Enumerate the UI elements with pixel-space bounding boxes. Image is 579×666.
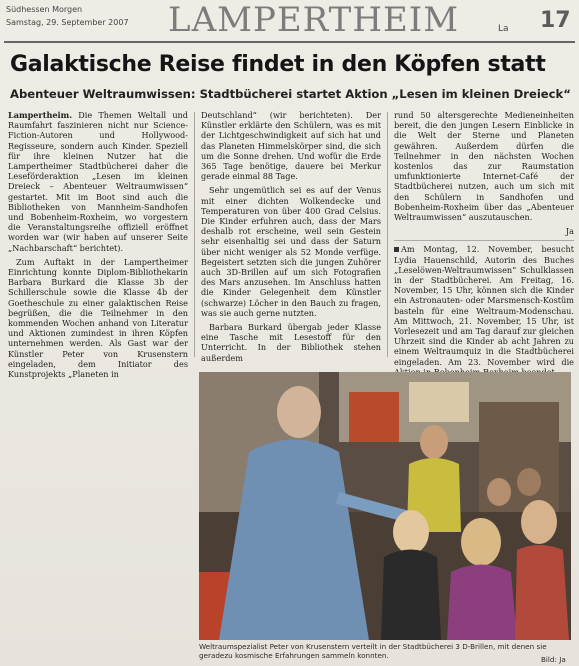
- article-column-1: [8, 110, 188, 383]
- subheadline: Abenteuer Weltraumwissen: Stadtbücherei startet Aktion „Lesen im kleinen Dreieck“: [10, 87, 571, 101]
- paper-name: Südhessen Morgen: [6, 5, 83, 14]
- article-photo: [199, 372, 571, 640]
- photo-credit: Bild: Ja: [541, 655, 566, 664]
- events-box: [394, 240, 574, 377]
- events-text: Am Montag, 12. November, besucht Lydia Hauenschild, Autorin des Buches „Leselöwen-Weltraumwissen“ Schulklassen in der Stadtbücherei. Am Freitag, 16. November, 15 Uhr, können sich die Kinder ein Astronauten- oder Marsmensch-Kostüm basteln für eine Weltraum-Modenschau. Am Mittwoch, 21. November, 15 Uhr, ist Vorlesezeit und am Tag darauf zur gleichen Uhrzeit sind die Kinder ab acht Jahren zu einem Weltraumquiz in die Stadtbücherei eingeladen. Am 23. November wird die: [394, 244, 574, 367]
- masthead-rule: [4, 41, 575, 43]
- paragraph: [8, 110, 188, 253]
- article-column-2: [201, 110, 381, 367]
- page-number: 17: [540, 8, 571, 33]
- masthead: [0, 0, 579, 44]
- article-column-3: [394, 110, 574, 381]
- column-divider: [387, 112, 388, 357]
- paragraph: Sehr ungemütlich sei es auf der Venus mit einer dichten Wolkendecke und Temperaturen von über 400 Grad Celsius. Die Kinder erfuhren auch, dass der Mars deshalb rot erscheine, weil sein Gestein sehr eisenhaltig sei und dass der Saturn über nicht weniger als 52 Monde verfüge. Begeistert setzten sich die jungen Zuhörer auch 3D-Brillen auf um sich Fotografien des Mars anzusehen. Im Anschluss hatten die Kinder Gelegenheit dem Künstler (schwarze) Löcher in den Bauch zu fragen, was sie auch gerne nutzten.: [201, 185, 381, 318]
- paragraph: Zum Auftakt in der Lampertheimer Einrichtung konnte Diplom-Bibliothekarin Barbara Burkard die Klasse 3b der Schillerschule sowie die Klasse 4b der Goetheschule zu einer galaktischen Reise begrüßen, die die Teilnehmer in den kommenden Wochen anhand von Literatur und Aktionen zumindest in ihren Köpfen unternehmen werden. Als Gast war der Künstler Peter von Krusenstern eingeladen, dem Initiator des Kunstprojekts „Planeten in: [8, 256, 188, 380]
- issue-date: Samstag, 29. September 2007: [6, 18, 129, 27]
- photo-caption: Weltraumspezialist Peter von Krusenstern verteilt in der Stadtbücherei 3 D-Brillen, mit denen sie geradezu kosmische Erfahrungen sammeln konnten.: [199, 642, 547, 660]
- bullet-square-icon: [394, 247, 399, 252]
- author-initials: Ja: [565, 226, 574, 237]
- column-divider: [194, 112, 195, 357]
- paragraph: Barbara Burkard übergab jeder Klasse eine Tasche mit Lesestoff für den Unterricht. In der Bibliothek stehen außerdem: [201, 322, 381, 363]
- dateline: Lampertheim.: [8, 110, 73, 120]
- paragraph: Deutschland“ (wir berichteten). Der Künstler erklärte den Schülern, was es mit der Lichtgeschwindigkeit auf sich hat und das Planeten Himmelskörper sind, die sich um die Sonne drehen. Und wofür die Erde 365 Tage benötige, dauere bei Merkur gerade einmal 88 Tage.: [201, 110, 381, 182]
- paragraph-text: Die Themen Weltall und Raumfahrt faszinieren nicht nur Science-Fiction-Autoren und Hollywood-Regisseure, sondern auch Kinder. Speziell für ihre kleinen Nutzer hat die Lampertheimer Stadtbücherei daher die Leseförderaktion „Lesen im kleinen Dreieck – Abenteuer Weltraumwissen“ gestartet. Mit im Boot sind auch die Bibliotheken von Mannheim-Sandhofen und Bobenheim-Roxheim, wo vorgestern die Veranstaltungsreihe offiziell eröffnet worden war (wir haben auf unserer Seite „Nachbarschaft“ berichtet).: [8, 110, 188, 253]
- paragraph: rund 50 altersgerechte Medieneinheiten bereit, die den jungen Lesern Einblicke in die Welt der Sterne und Planeten gewähren. Außerdem dürfen die Teilnehmer in den nächsten Wochen kostenlos das zur Raumstation umfunktionierte Internet-Café der Stadtbücherei nutzen, auch um sich mit den Schülern in Sandhofen und Bobenheim-Roxheim über das „Abenteuer Weltraumwissen“ auszutauschen.: [394, 110, 574, 223]
- photo-illustration: [199, 372, 571, 640]
- headline: Galaktische Reise findet in den Köpfen statt: [10, 52, 546, 77]
- section-title: LAMPERTHEIM: [168, 0, 460, 40]
- edition-code: La: [498, 24, 509, 34]
